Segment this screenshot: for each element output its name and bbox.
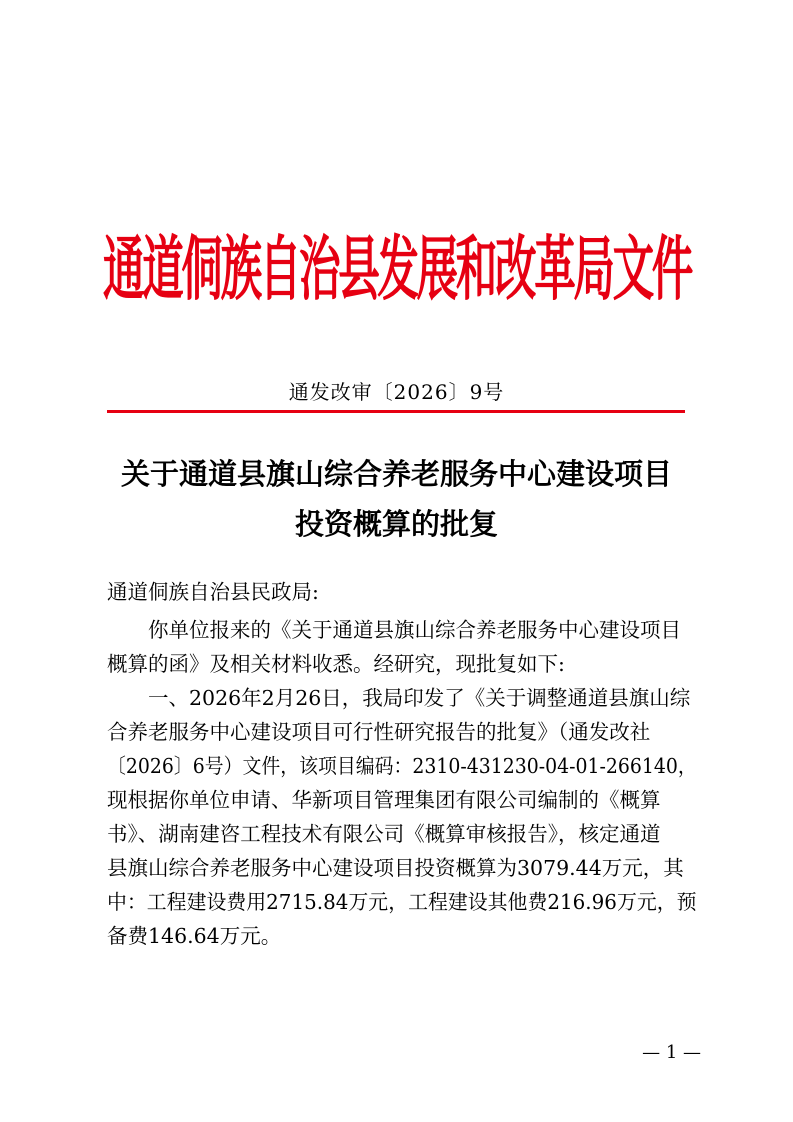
body-line: 合养老服务中心建设项目可行性研究报告的批复》（通发改社: [107, 720, 651, 744]
document-title-line-1: 关于通道县旗山综合养老服务中心建设项目: [120, 457, 672, 491]
body-line: 中：工程建设费用2715.84万元，工程建设其他费216.96万元，预: [107, 890, 697, 914]
body-line: 书》、湖南建咨工程技术有限公司《概算审核报告》，核定通道: [107, 822, 661, 846]
body-line: 你单位报来的《关于通道县旗山综合养老服务中心建设项目: [107, 618, 681, 642]
body-line: 〔2026〕6号）文件，该项目编码：2310-431230-04-01-266140，: [107, 754, 697, 778]
body-line: 概算的函》及相关材料收悉。经研究，现批复如下:: [107, 652, 565, 676]
body-line: 现根据你单位申请、华新项目管理集团有限公司编制的《概算: [107, 788, 661, 812]
red-divider-line: [107, 410, 685, 413]
issuer-masthead: 通道侗族自治县发展和改革局文件: [103, 228, 691, 310]
body-line: 一、2026年2月26日，我局印发了《关于调整通道县旗山综: [107, 686, 691, 710]
body-line: 县旗山综合养老服务中心建设项目投资概算为3079.44万元，其: [107, 856, 684, 880]
document-title-line-2: 投资概算的批复: [294, 507, 498, 541]
page-number: — 1 —: [642, 1042, 701, 1063]
body-line: 备费146.64万元。: [107, 924, 282, 948]
addressee: 通道侗族自治县民政局:: [107, 580, 319, 604]
document-number: 通发改审〔2026〕9号: [288, 380, 505, 404]
